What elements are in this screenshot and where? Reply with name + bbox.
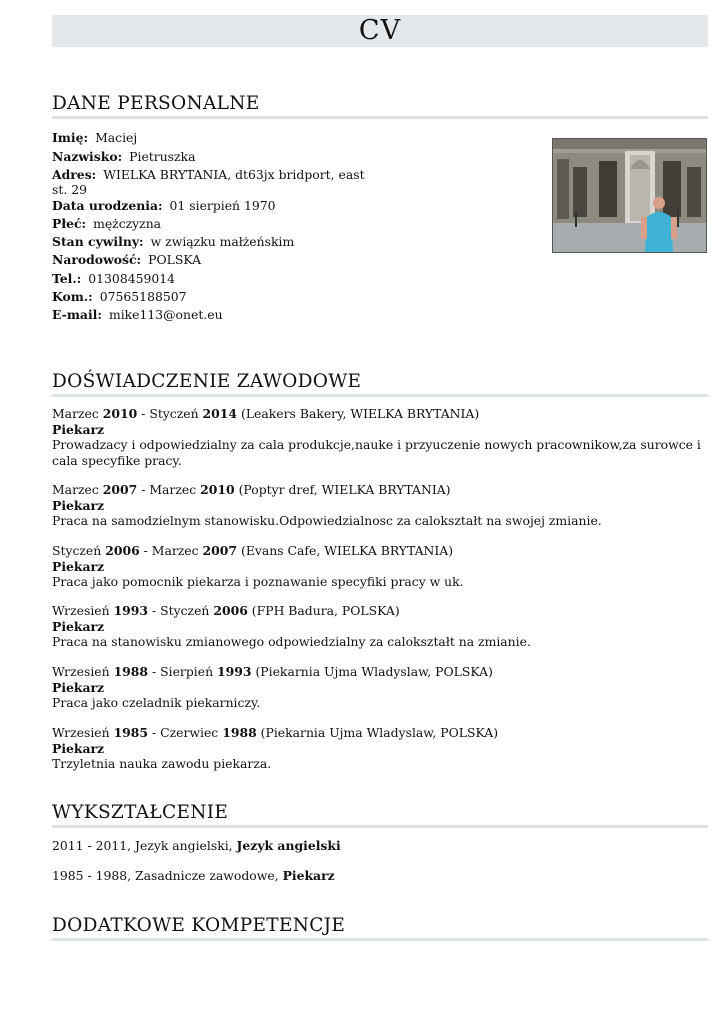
address-value: WIELKA BRYTANIA, dt63jx bridport, east st. 29	[52, 167, 365, 197]
job-entry	[52, 664, 712, 711]
job-role: Piekarz	[52, 618, 105, 634]
mobile-value: 07565188507	[99, 289, 187, 304]
education-entry: 1985 - 1988, Zasadnicze zawodowe, Piekarz	[52, 868, 335, 883]
section-heading-experience: DOŚWIADCZENIE ZAWODOWE	[52, 371, 708, 397]
job-period: Styczeń 2006 - Marzec 2007 (Evans Cafe, WIELKA BRYTANIA)	[52, 543, 454, 558]
personal-address-row	[52, 167, 372, 197]
job-period: Wrzesień 1993 - Styczeń 2006 (FPH Badura, POLSKA)	[52, 603, 400, 618]
job-period: Marzec 2007 - Marzec 2010 (Poptyr dref, WIELKA BRYTANIA)	[52, 482, 451, 497]
job-period: Marzec 2010 - Styczeń 2014 (Leakers Bakery, WIELKA BRYTANIA)	[52, 406, 480, 421]
profile-photo	[552, 138, 707, 253]
job-description: Praca jako czeladnik piekarniczy.	[52, 695, 261, 710]
personal-tel-row	[52, 271, 175, 286]
job-entry	[52, 603, 712, 650]
nationality-value: POLSKA	[148, 252, 202, 267]
nationality-label: Narodowość:	[52, 252, 142, 267]
section-heading-skills: DODATKOWE KOMPETENCJE	[52, 915, 708, 941]
job-description: Praca na stanowisku zmianowego odpowiedzialny za calokształt na zmianie.	[52, 634, 531, 649]
marital-label: Stan cywilny:	[52, 234, 144, 249]
personal-nationality-row	[52, 252, 201, 267]
address-label: Adres:	[52, 167, 97, 182]
job-role: Piekarz	[52, 497, 105, 513]
surname-value: Pietruszka	[129, 149, 196, 164]
job-entry	[52, 406, 712, 468]
name-value: Maciej	[95, 130, 138, 145]
tel-value: 01308459014	[88, 271, 175, 286]
dob-value: 01 sierpień 1970	[169, 198, 276, 213]
cv-title: CV	[358, 15, 402, 46]
job-entry	[52, 482, 712, 529]
surname-label: Nazwisko:	[52, 149, 123, 164]
job-period: Wrzesień 1985 - Czerwiec 1988 (Piekarnia Ujma Wladyslaw, POLSKA)	[52, 725, 499, 740]
job-description: Praca jako pomocnik piekarza i poznawanie specyfiki pracy w uk.	[52, 574, 464, 589]
marital-value: w związku małżeńskim	[150, 234, 295, 249]
job-description: Prowadzacy i odpowiedzialny za cala produkcje,nauke i przyuczenie nowych pracownikow,za surowce i cala specyfike pracy.	[52, 437, 701, 468]
job-entry	[52, 543, 712, 590]
job-role: Piekarz	[52, 740, 105, 756]
job-role: Piekarz	[52, 558, 105, 574]
job-entry	[52, 725, 712, 772]
personal-surname-row	[52, 149, 195, 164]
job-description: Trzyletnia nauka zawodu piekarza.	[52, 756, 272, 771]
personal-gender-row	[52, 216, 161, 231]
email-value: mike113@onet.eu	[108, 307, 223, 322]
mobile-label: Kom.:	[52, 289, 93, 304]
job-role: Piekarz	[52, 421, 105, 437]
gender-label: Płeć:	[52, 216, 87, 231]
personal-email-row	[52, 307, 223, 322]
section-heading-personal: DANE PERSONALNE	[52, 93, 708, 119]
personal-mobile-row	[52, 289, 186, 304]
job-role: Piekarz	[52, 679, 105, 695]
title-bar	[52, 15, 708, 47]
personal-dob-row	[52, 198, 276, 213]
education-entry: 2011 - 2011, Jezyk angielski, Jezyk angielski	[52, 838, 341, 853]
email-label: E-mail:	[52, 307, 102, 322]
job-period: Wrzesień 1988 - Sierpień 1993 (Piekarnia Ujma Wladyslaw, POLSKA)	[52, 664, 493, 679]
profile-photo-image	[553, 139, 706, 252]
name-label: Imię:	[52, 130, 89, 145]
dob-label: Data urodzenia:	[52, 198, 163, 213]
section-heading-education: WYKSZTAŁCENIE	[52, 802, 708, 828]
personal-marital-row	[52, 234, 294, 249]
personal-name-row	[52, 130, 137, 145]
job-description: Praca na samodzielnym stanowisku.Odpowiedzialnosc za calokształt na swojej zmianie.	[52, 513, 602, 528]
gender-value: mężczyzna	[93, 216, 162, 231]
tel-label: Tel.:	[52, 271, 82, 286]
